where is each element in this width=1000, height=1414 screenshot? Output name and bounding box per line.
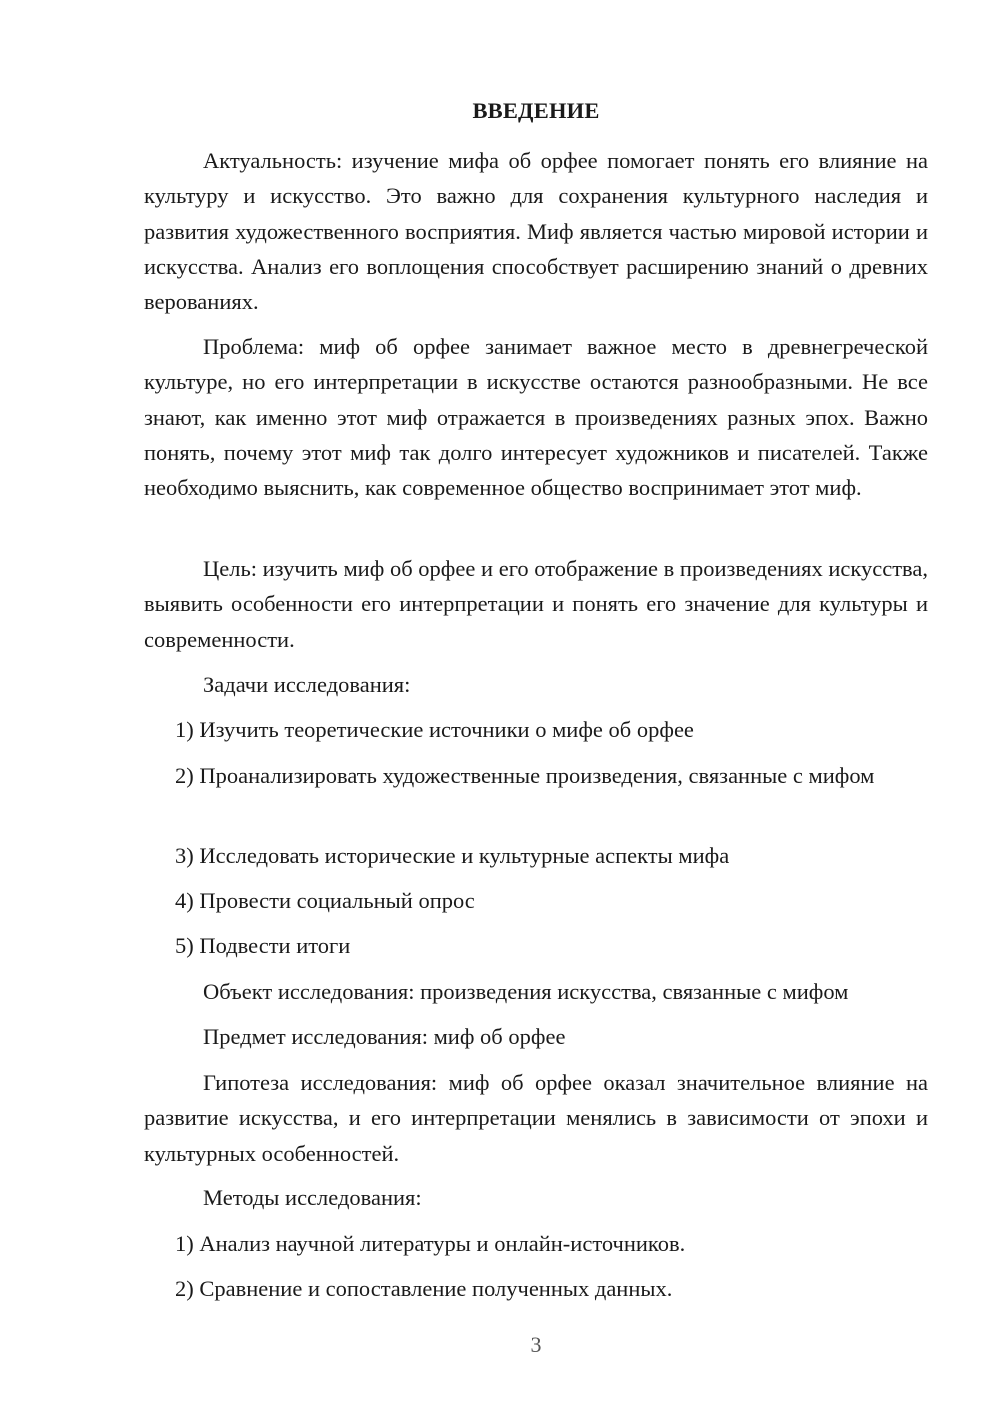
page-number: 3 (530, 1332, 542, 1357)
section-heading: ВВЕДЕНИЕ (472, 98, 600, 123)
task-item: 5) Подвести итоги (175, 933, 351, 958)
relevance-paragraph: Актуальность: изучение мифа об орфее помогает понять его влияние на культуру и искусство. Это важно для сохранения культурного наследия и развития художественного восприятия. Миф является частью мировой истории и искусства. Анализ его воплощения способствует расширению знаний о древних верованиях. (144, 148, 928, 315)
object-line: Объект исследования: произведения искусства, связанные с мифом (203, 979, 849, 1004)
problem-paragraph: Проблема: миф об орфее занимает важное место в древнегреческой культуре, но его интерпретации в искусстве остаются разнообразными. Не все знают, как именно этот миф отражается в произведениях разных эпох. Важно понять, почему этот миф так долго интересует художников и писателей. Также необходимо выяснить, как современное общество воспринимает этот миф. (144, 334, 928, 501)
hypothesis-paragraph: Гипотеза исследования: миф об орфее оказал значительное влияние на развитие искусства, и его интерпретации менялись в зависимости от эпохи и культурных особенностей. (144, 1070, 928, 1166)
task-item: 3) Исследовать исторические и культурные аспекты мифа (175, 843, 730, 868)
tasks-label: Задачи исследования: (203, 672, 411, 697)
subject-line: Предмет исследования: миф об орфее (203, 1024, 566, 1049)
method-item: 2) Сравнение и сопоставление полученных данных. (175, 1276, 673, 1301)
task-item: 2) Проанализировать художественные произведения, связанные с мифом (175, 763, 875, 788)
methods-label: Методы исследования: (203, 1185, 422, 1210)
task-item: 1) Изучить теоретические источники о мифе об орфее (175, 717, 694, 742)
task-item: 4) Провести социальный опрос (175, 888, 475, 913)
goal-paragraph: Цель: изучить миф об орфее и его отображение в произведениях искусства, выявить особенности его интерпретации и понять его значение для культуры и современности. (144, 556, 928, 652)
method-item: 1) Анализ научной литературы и онлайн-источников. (175, 1231, 686, 1256)
